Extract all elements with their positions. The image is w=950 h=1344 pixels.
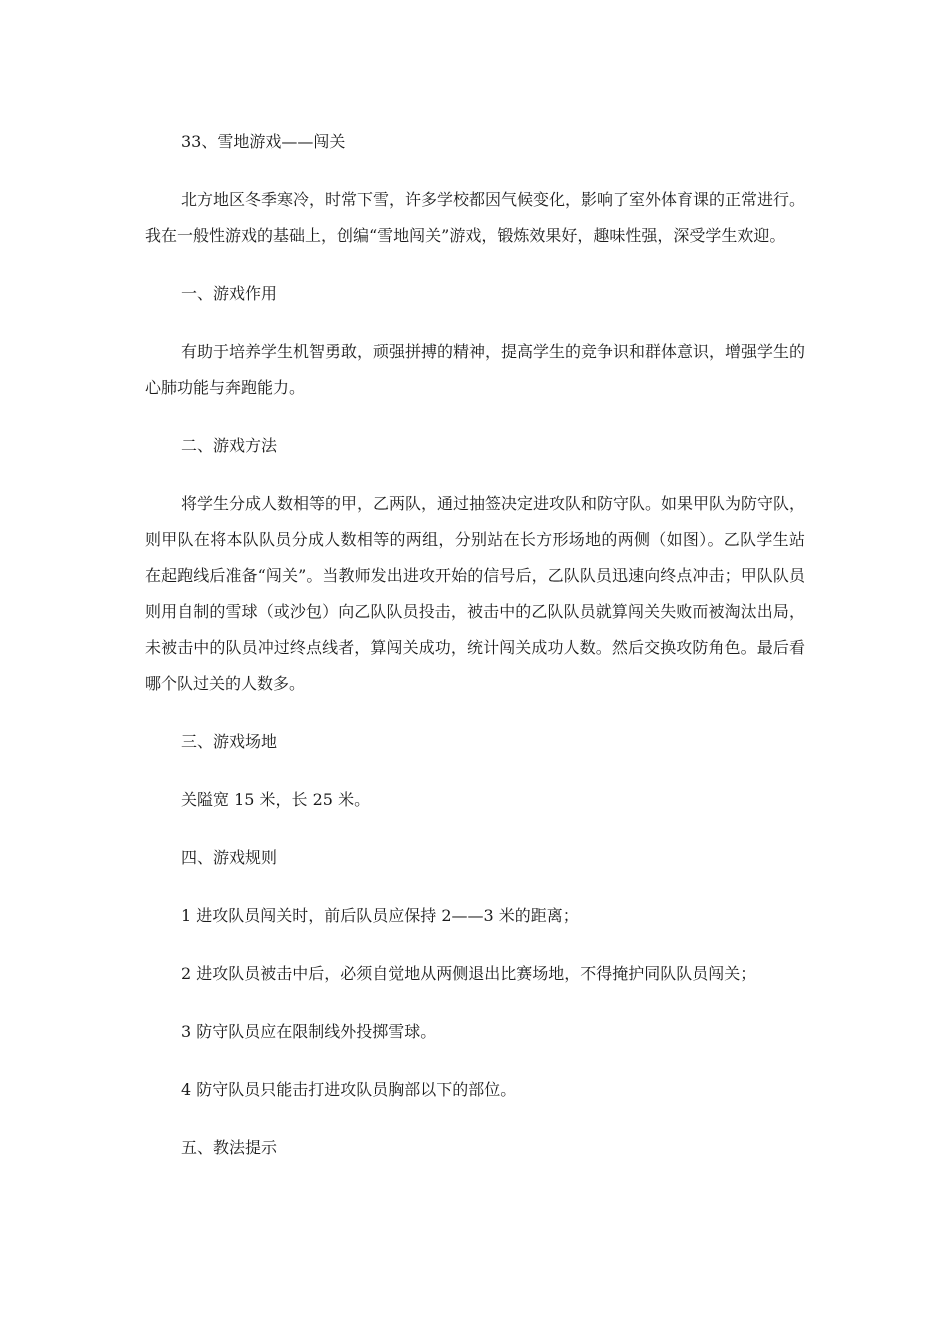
- spacer: [145, 934, 805, 956]
- spacer: [145, 254, 805, 276]
- spacer: [145, 818, 805, 840]
- section-heading-method: 二、游戏方法: [181, 436, 278, 455]
- spacer: [145, 1108, 805, 1130]
- spacer: [145, 876, 805, 898]
- spacer: [145, 760, 805, 782]
- intro-paragraph: 北方地区冬季寒冷，时常下雪，许多学校都因气候变化，影响了室外体育课的正常进行。我在一般性游戏的基础上，创编“雪地闯关”游戏，锻炼效果好，趣味性强，深受学生欢迎。: [145, 190, 806, 245]
- spacer: [145, 464, 805, 486]
- spacer: [145, 1050, 805, 1072]
- section-body-field: 关隘宽 15 米，长 25 米。: [181, 790, 371, 809]
- spacer: [145, 312, 805, 334]
- rule-item: 2 进攻队员被击中后，必须自觉地从两侧退出比赛场地，不得掩护同队队员闯关；: [181, 964, 757, 983]
- section-body-method: 将学生分成人数相等的甲，乙两队，通过抽签决定进攻队和防守队。如果甲队为防守队，则甲队在将本队队员分成人数相等的两组，分别站在长方形场地的两侧（如图）。乙队学生站在起跑线后准备“闯关”。当教师发出进攻开始的信号后，乙队队员迅速向终点冲击；甲队队员则用自制的雪球（或沙包）向乙队队员投击，被击中的乙队队员就算闯关失败而被淘汰出局，未被击中的队员冲过终点线者，算闯关成功，统计闯关成功人数。然后交换攻防角色。最后看哪个队过关的人数多。: [145, 494, 806, 693]
- spacer: [145, 992, 805, 1014]
- rule-item: 4 防守队员只能击打进攻队员胸部以下的部位。: [181, 1080, 517, 1099]
- rule-item: 1 进攻队员闯关时，前后队员应保持 2——3 米的距离；: [181, 906, 579, 925]
- section-heading-teaching-tips: 五、教法提示: [181, 1138, 278, 1157]
- document-title: 33、雪地游戏——闯关: [181, 132, 346, 151]
- spacer: [145, 702, 805, 724]
- spacer: [145, 406, 805, 428]
- section-heading-rules: 四、游戏规则: [181, 848, 278, 867]
- section-heading-purpose: 一、游戏作用: [181, 284, 278, 303]
- section-body-purpose: 有助于培养学生机智勇敢，顽强拼搏的精神，提高学生的竞争识和群体意识，增强学生的心肺功能与奔跑能力。: [145, 342, 806, 397]
- document-body: [145, 124, 805, 1166]
- spacer: [145, 160, 805, 182]
- rule-item: 3 防守队员应在限制线外投掷雪球。: [181, 1022, 437, 1041]
- section-heading-field: 三、游戏场地: [181, 732, 278, 751]
